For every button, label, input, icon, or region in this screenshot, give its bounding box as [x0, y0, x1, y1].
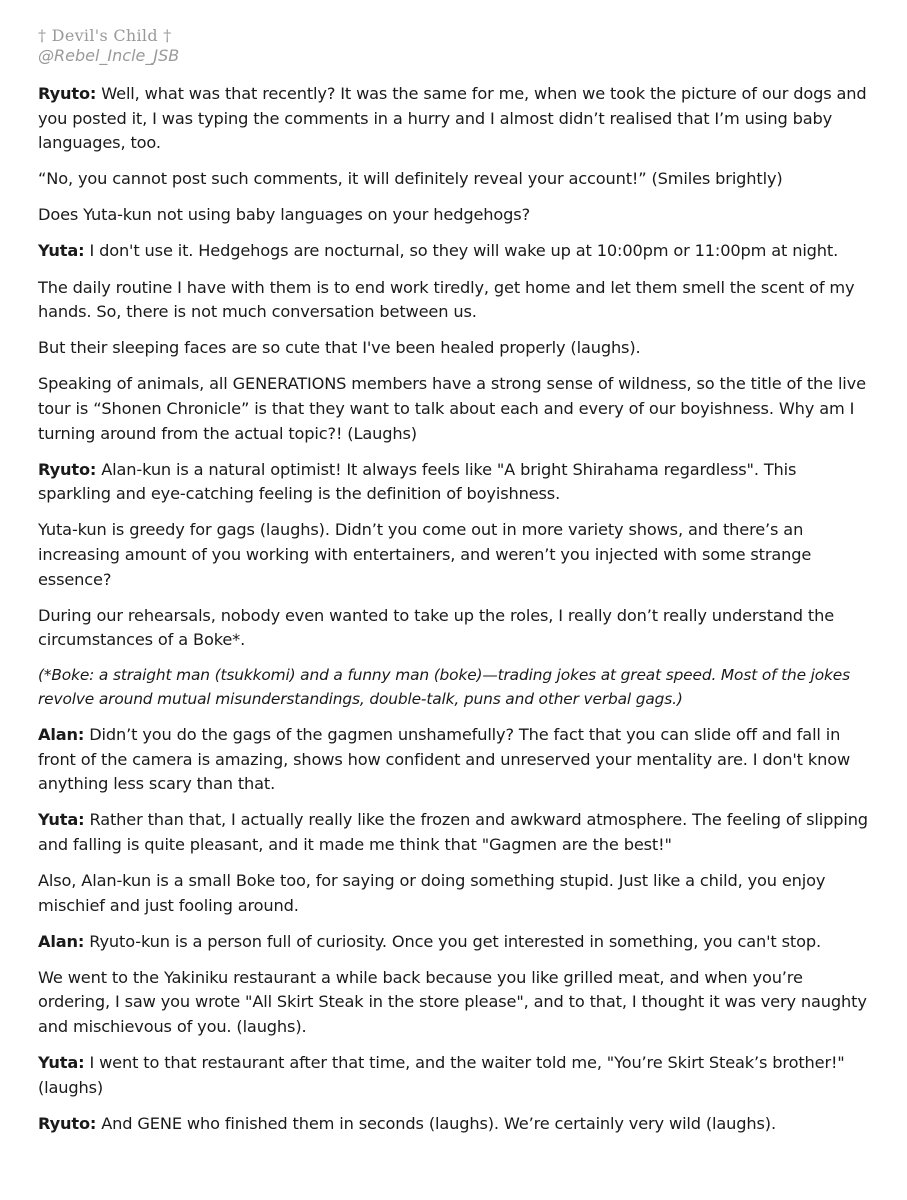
paragraph: [38, 930, 873, 955]
paragraph-text: “No, you cannot post such comments, it will definitely reveal your account!” (Smiles brightly): [38, 169, 783, 189]
paragraph: [38, 1112, 873, 1137]
paragraph-text: Does Yuta-kun not using baby languages on your hedgehogs?: [38, 205, 531, 225]
paragraph-text: We went to the Yakiniku restaurant a while back because you like grilled meat, and when you’re ordering, I saw you wrote "All Skirt Steak in the store please", and to that, I thought it was very naughty and mischievous of you. (laughs).: [38, 967, 867, 1036]
speaker-name: Alan:: [38, 931, 85, 951]
paragraph-text: Speaking of animals, all GENERATIONS members have a strong sense of wildness, so the title of the live tour is “Shonen Chronicle” is that they want to talk about each and every of our boyishness. Why am I turning around from the actual topic?! (Laughs): [38, 374, 866, 443]
paragraph-text: Yuta-kun is greedy for gags (laughs). Didn’t you come out in more variety shows, and there’s an increasing amount of you working with entertainers, and weren’t you injected with some strange essence?: [38, 520, 812, 589]
watermark: [38, 26, 873, 66]
paragraph-text: Ryuto-kun is a person full of curiosity. Once you get interested in something, you can't stop.: [84, 931, 821, 951]
paragraph-text: Didn’t you do the gags of the gagmen unshamefully? The fact that you can slide off and fall in front of the camera is amazing, shows how confident and unreserved your mentality are. I don't know anything less scary than that.: [38, 724, 851, 794]
paragraph: [38, 167, 873, 192]
paragraph-text: During our rehearsals, nobody even wanted to take up the roles, I really don’t really understand the circumstances of a Boke*.: [38, 605, 835, 650]
speaker-name: Ryuto:: [38, 84, 97, 103]
footnote: [38, 664, 873, 711]
speaker-name: Yuta:: [38, 1053, 85, 1072]
paragraph: [38, 372, 873, 446]
paragraph: [38, 458, 873, 507]
paragraph: [38, 1051, 873, 1100]
paragraph-text: But their sleeping faces are so cute that I've been healed properly (laughs).: [38, 338, 641, 358]
interview-transcript: [38, 82, 873, 1136]
paragraph: [38, 966, 873, 1040]
speaker-name: Ryuto:: [38, 1113, 97, 1133]
paragraph-text: Rather than that, I actually really like the frozen and awkward atmosphere. The feeling of slipping and falling is quite pleasant, and it made me think that "Gagmen are the best!": [38, 810, 868, 854]
paragraph: [38, 336, 873, 361]
paragraph: [38, 276, 873, 325]
paragraph-text: Alan-kun is a natural optimist! It always feels like "A bright Shirahama regardless". This sparkling and eye-catching feeling is the definition of boyishness.: [38, 459, 797, 504]
paragraph-text: I don't use it. Hedgehogs are nocturnal, so they will wake up at 10:00pm or 11:00pm at night.: [84, 241, 839, 261]
paragraph: [38, 604, 873, 653]
paragraph-text: Also, Alan-kun is a small Boke too, for saying or doing something stupid. Just like a child, you enjoy mischief and just fooling around.: [38, 870, 826, 915]
speaker-name: Yuta:: [38, 810, 85, 830]
speaker-name: Ryuto:: [38, 459, 97, 479]
paragraph: [38, 808, 873, 857]
speaker-name: Alan:: [38, 724, 85, 744]
paragraph: [38, 869, 873, 918]
paragraph-text: I went to that restaurant after that time, and the waiter told me, "You’re Skirt Steak’s brother!" (laughs): [38, 1053, 845, 1097]
footnote-text: (*Boke: a straight man (tsukkomi) and a funny man (boke)—trading jokes at great speed. Most of the jokes revolve around mutual misunderstandings, double-talk, puns and other verbal gags.): [38, 666, 850, 708]
paragraph: [38, 723, 873, 797]
paragraph-text: The daily routine I have with them is to end work tiredly, get home and let them smell the scent of my hands. So, there is not much conversation between us.: [38, 277, 855, 322]
paragraph-text: Well, what was that recently? It was the same for me, when we took the picture of our dogs and you posted it, I was typing the comments in a hurry and I almost didn’t realised that I’m using baby languages, too.: [38, 84, 867, 153]
paragraph: [38, 82, 873, 156]
watermark-handle: @Rebel_Incle_JSB: [38, 46, 180, 65]
paragraph: [38, 203, 873, 228]
watermark-title: † Devil's Child †: [38, 26, 172, 45]
paragraph: [38, 518, 873, 592]
speaker-name: Yuta:: [38, 241, 85, 261]
paragraph: [38, 239, 873, 264]
paragraph-text: And GENE who finished them in seconds (laughs). We’re certainly very wild (laughs).: [96, 1113, 776, 1133]
